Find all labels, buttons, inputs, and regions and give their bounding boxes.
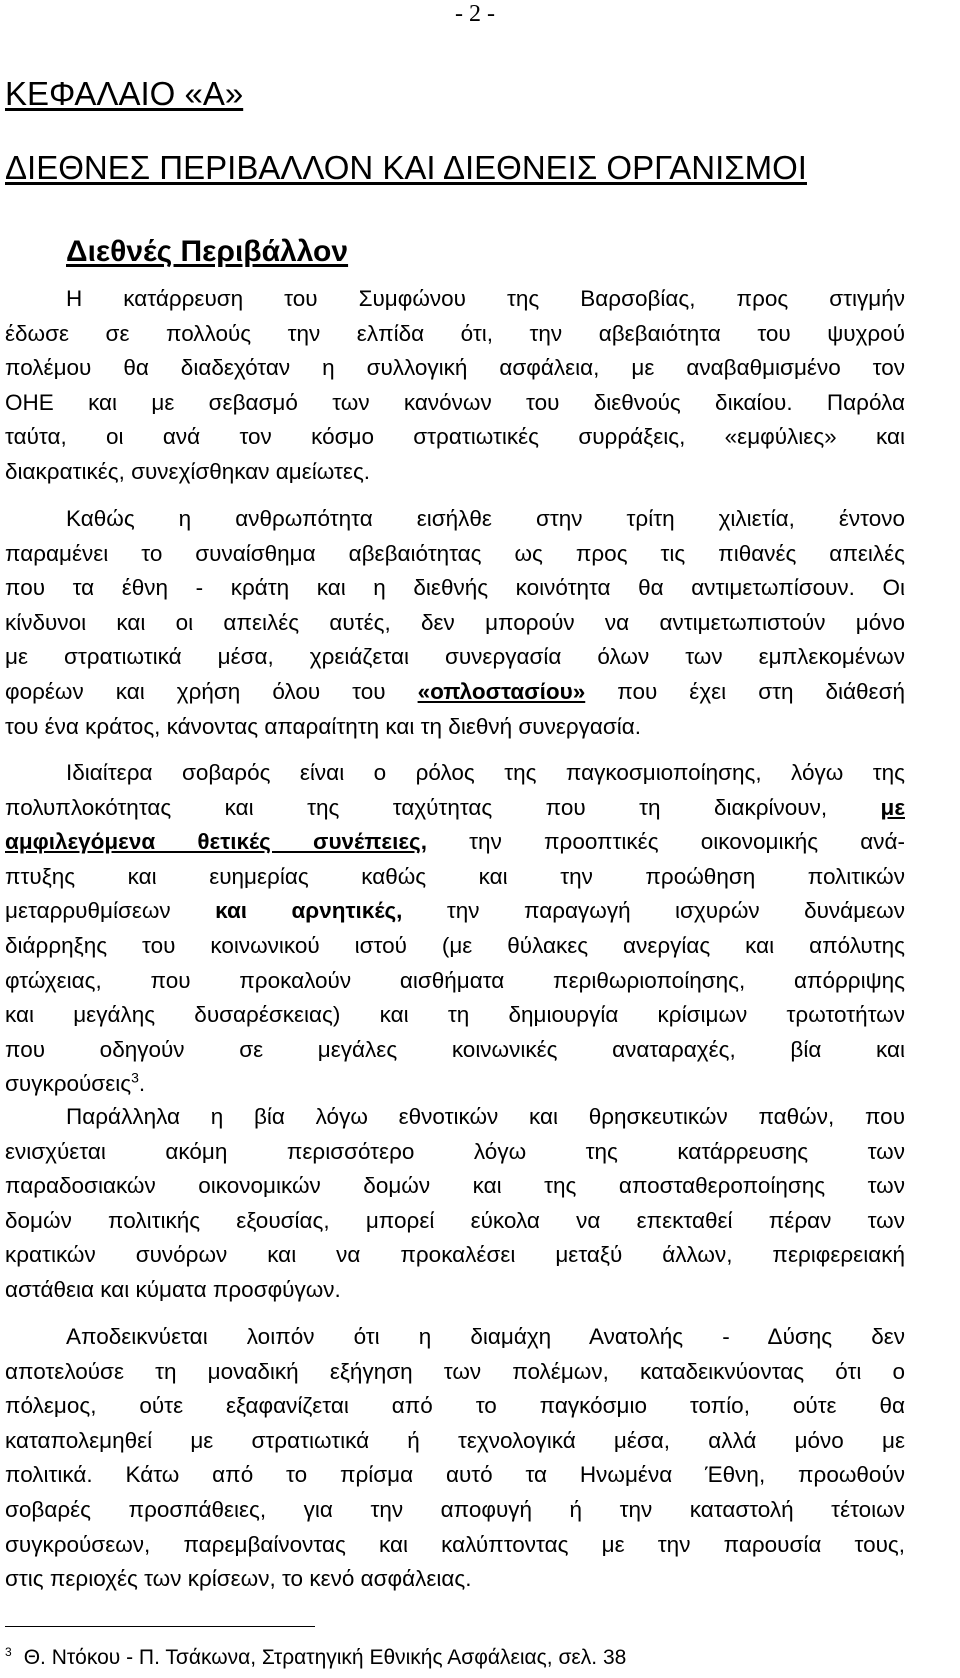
subsection-title: Διεθνές Περιβάλλον [66, 235, 349, 268]
paragraph-line: πόλεμος, ούτε εξαφανίζεται από το παγκόσμιο τοπίο, ούτε θα [5, 1393, 905, 1419]
paragraph-line: παραμένει το συναίσθημα αβεβαιότητας ως προς τις πιθανές απειλές [5, 540, 905, 566]
paragraph-line: δομών πολιτικής εξουσίας, μπορεί εύκολα να επεκταθεί πέραν των [5, 1207, 905, 1233]
paragraph-line: συγκρούσεις$^3$. [5, 1069, 146, 1097]
paragraph-line: πολέμου θα διαδεχόταν η συλλογική ασφάλεια, με αναβαθμισμένο τον [5, 355, 905, 381]
paragraph-line: Παράλληλα η βία λόγω εθνοτικών και θρησκευτικών παθών, που [66, 1104, 905, 1129]
footnote-ref: 3 [131, 1069, 139, 1086]
paragraph-4 [5, 1100, 905, 1308]
paragraph-line: πολιτικά. Κάτω από το πρίσμα αυτό τα Ηνωμένα Έθνη, προωθούν [5, 1462, 905, 1488]
paragraph-line: σοβαρές προσπάθειες, για την αποφυγή ή την καταστολή τέτοιων [5, 1496, 905, 1522]
paragraph-line: πτυξης και ευημερίας καθώς και την προώθηση πολιτικών [5, 863, 905, 889]
paragraph-line: ταύτα, οι ανά τον κόσμο στρατιωτικές συρράξεις, «εμφύλιες» και [5, 424, 905, 450]
footnote-text: Θ. Ντόκου - Π. Τσάκωνα, Στρατηγική Εθνικής Ασφάλειας, σελ. 38 [23, 1646, 627, 1669]
paragraph-line: έδωσε σε πολλούς την ελπίδα ότι, την αβεβαιότητα του ψυχρού [5, 320, 905, 346]
paragraph-3 [5, 756, 905, 1102]
paragraph-line: του ένα κράτος, κάνοντας απαραίτητη και τη διεθνή συνεργασία. [5, 713, 642, 739]
paragraph-line: παραδοσιακών οικονομικών δομών και της αποσταθεροποίησης των [5, 1173, 905, 1199]
paragraph-line: που οδηγούν σε μεγάλες κοινωνικές αναταραχές, βία και [5, 1036, 905, 1062]
paragraph-line: στις περιοχές των κρίσεων, το κενό ασφάλειας. [5, 1566, 472, 1592]
paragraph-line: ενισχύεται ακόμη περισσότερο λόγω της κατάρρευσης των [5, 1138, 905, 1164]
footnote [5, 1638, 626, 1672]
footnote-divider [5, 1626, 315, 1627]
chapter-title: ΚΕΦΑΛΑΙΟ «Α» [5, 75, 244, 112]
paragraph-line: ΟΗΕ και με σεβασμό των κανόνων του διεθνούς δικαίου. Παρόλα [5, 389, 905, 415]
paragraph-line: διάρρηξης του κοινωνικού ιστού (με θύλακες ανεργίας και απόλυτης [5, 932, 905, 958]
paragraph-line: και μεγάλης δυσαρέσκειας) και τη δημιουργία κρίσιμων τρωτοτήτων [5, 1002, 905, 1028]
page-number: - 2 - [455, 1, 495, 27]
paragraph-line: αποτελούσε τη μοναδική εξήγηση των πολέμων, καταδεικνύοντας ότι ο [5, 1358, 905, 1384]
paragraph-line: Αποδεικνύεται λοιπόν ότι η διαμάχη Ανατολής - Δύσης δεν [66, 1324, 905, 1349]
section-title: ΔΙΕΘΝΕΣ ΠΕΡΙΒΑΛΛΟΝ ΚΑΙ ΔΙΕΘΝΕΙΣ ΟΡΓΑΝΙΣΜΟΙ [5, 149, 807, 186]
paragraph-line: κρατικών συνόρων και να προκαλέσει μεταξύ άλλων, περιφερειακή [5, 1242, 905, 1268]
paragraph-line: καταπολεμηθεί με στρατιωτικά ή τεχνολογικά μέσα, αλλά μόνο με [5, 1427, 905, 1453]
paragraph-line: διακρατικές, συνεχίσθηκαν αμείωτες. [5, 458, 371, 484]
paragraph-1 [5, 282, 905, 490]
emphasis-arsenal: «οπλοστασίου» [417, 678, 586, 704]
paragraph-5 [5, 1320, 905, 1597]
paragraph-line: πολυπλοκότητας και της ταχύτητας που τη διακρίνουν, με [5, 794, 905, 820]
emphasis-text: με [880, 794, 905, 820]
paragraph-line: φτώχειας, που προκαλούν αισθήματα περιθωριοποίησης, απόρριψης [5, 967, 905, 993]
emphasis-text: αμφιλεγόμενα θετικές συνέπειες, [5, 829, 427, 855]
paragraph-line: κίνδυνοι και οι απειλές αυτές, δεν μπορούν να αντιμετωπιστούν μόνο [5, 609, 905, 635]
paragraph-line: αστάθεια και κύματα προσφύγων. [5, 1276, 341, 1302]
paragraph-line: μεταρρυθμίσεων και αρνητικές, την παραγωγή ισχυρών δυνάμεων [5, 898, 906, 924]
paragraph-line: Καθώς η ανθρωπότητα εισήλθε στην τρίτη χιλιετία, έντονο [66, 506, 905, 531]
paragraph-line: που τα έθνη - κράτη και η διεθνής κοινότητα θα αντιμετωπίσουν. Οι [5, 575, 905, 601]
paragraph-line: με στρατιωτικά μέσα, χρειάζεται συνεργασία όλων των εμπλεκομένων [5, 644, 905, 670]
paragraph-line: Ιδιαίτερα σοβαρός είναι ο ρόλος της παγκοσμιοποίησης, λόγω της [66, 760, 905, 785]
paragraph-line: αμφιλεγόμενα θετικές συνέπειες, την προοπτικές οικονομικής ανά- [5, 829, 905, 855]
paragraph-2 [5, 502, 905, 744]
paragraph-line: φορέων και χρήση όλου του «οπλοστασίου» που έχει στη διάθεσή [5, 678, 905, 704]
footnote-mark: 3 [5, 1645, 12, 1659]
paragraph-line: Η κατάρρευση του Συμφώνου της Βαρσοβίας, προς στιγμήν [66, 286, 905, 311]
paragraph-line: συγκρούσεων, παρεμβαίνοντας και καλύπτοντας με την παρουσία τους, [5, 1531, 905, 1557]
emphasis-text: και αρνητικές, [215, 898, 403, 924]
